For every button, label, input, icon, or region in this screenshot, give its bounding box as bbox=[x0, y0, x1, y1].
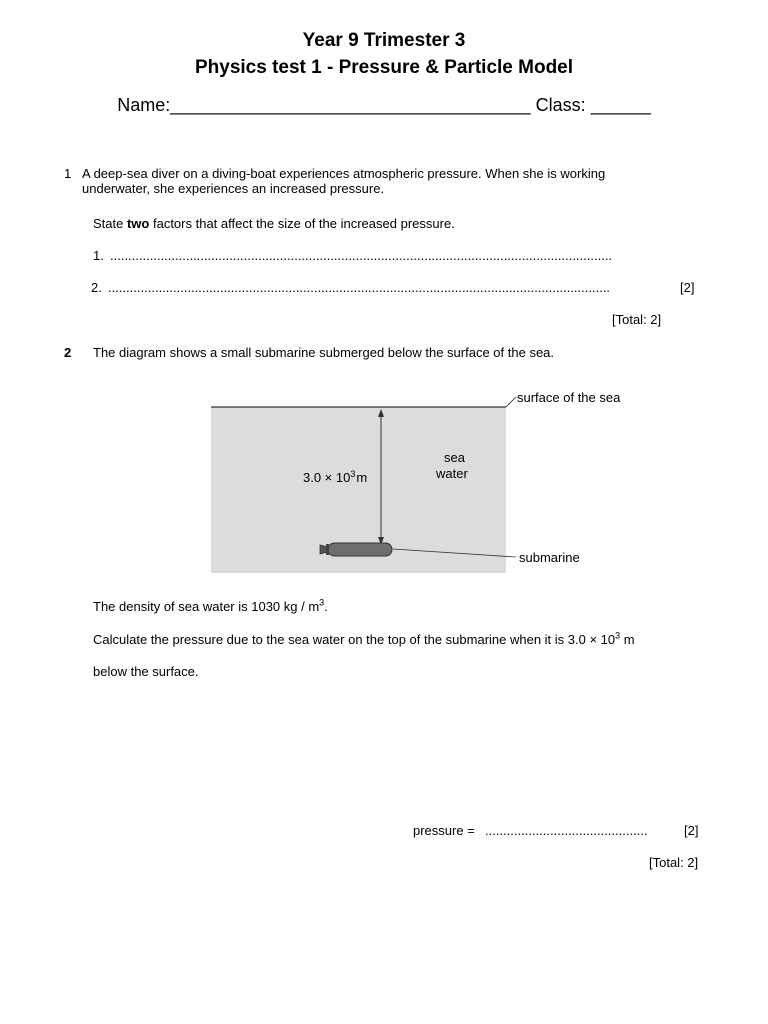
question-1-text-line1: A deep-sea diver on a diving-boat experiences atmospheric pressure. When she is working bbox=[82, 166, 606, 181]
question-1-marks: [2] bbox=[680, 280, 695, 295]
submarine-diagram bbox=[200, 380, 650, 580]
question-2-marks: [2] bbox=[684, 823, 699, 838]
question-1-total: [Total: 2] bbox=[612, 312, 662, 327]
pressure-label: pressure = bbox=[413, 823, 475, 838]
page-subtitle: Physics test 1 - Pressure & Particle Model bbox=[194, 57, 574, 78]
instruction-post: factors that affect the size of the increased pressure. bbox=[149, 216, 455, 231]
class-field[interactable]: ______ bbox=[590, 95, 651, 115]
class-label: Class: bbox=[535, 95, 586, 115]
instruction-bold: two bbox=[126, 216, 150, 231]
surface-leader-line bbox=[506, 397, 516, 407]
pressure-answer-line[interactable]: ............................................. bbox=[485, 823, 648, 838]
name-label: Name: bbox=[117, 95, 171, 115]
question-2-number: 2 bbox=[64, 345, 72, 360]
instruction-pre: State bbox=[93, 216, 127, 231]
page-title: Year 9 Trimester 3 bbox=[302, 30, 466, 51]
sea-water-label-line2: water bbox=[436, 466, 468, 481]
surface-label: surface of the sea bbox=[517, 390, 621, 405]
submarine-shape bbox=[320, 543, 392, 556]
calculation-instruction-line2: below the surface. bbox=[93, 664, 199, 679]
density-statement: The density of sea water is 1030 kg / $m^3$. bbox=[93, 597, 328, 614]
name-field[interactable]: ____________________________________ bbox=[170, 95, 531, 115]
name-class-row bbox=[0, 95, 768, 116]
answer-1-label: 1. bbox=[93, 248, 104, 263]
submarine-label: submarine bbox=[519, 550, 580, 565]
question-2-intro: The diagram shows a small submarine submerged below the surface of the sea. bbox=[93, 345, 555, 360]
question-1-instruction bbox=[93, 216, 455, 232]
calculation-instruction: Calculate the pressure due to the sea water on the top of the submarine when it is $3.0 \times 10^3$ m bbox=[93, 630, 635, 647]
question-2-total: [Total: 2] bbox=[649, 855, 699, 870]
question-1-number: 1 bbox=[64, 166, 72, 181]
question-1-text-line2: underwater, she experiences an increased pressure. bbox=[82, 181, 385, 196]
answer-2-line[interactable]: ........................................................................................................................................... bbox=[108, 280, 611, 295]
depth-label: $3.0 \times 10^3m$ bbox=[303, 469, 368, 485]
sea-water-label-line1: sea bbox=[444, 450, 465, 465]
answer-1-line[interactable]: ........................................................................................................................................... bbox=[110, 248, 613, 263]
answer-2-label: 2. bbox=[91, 280, 102, 295]
